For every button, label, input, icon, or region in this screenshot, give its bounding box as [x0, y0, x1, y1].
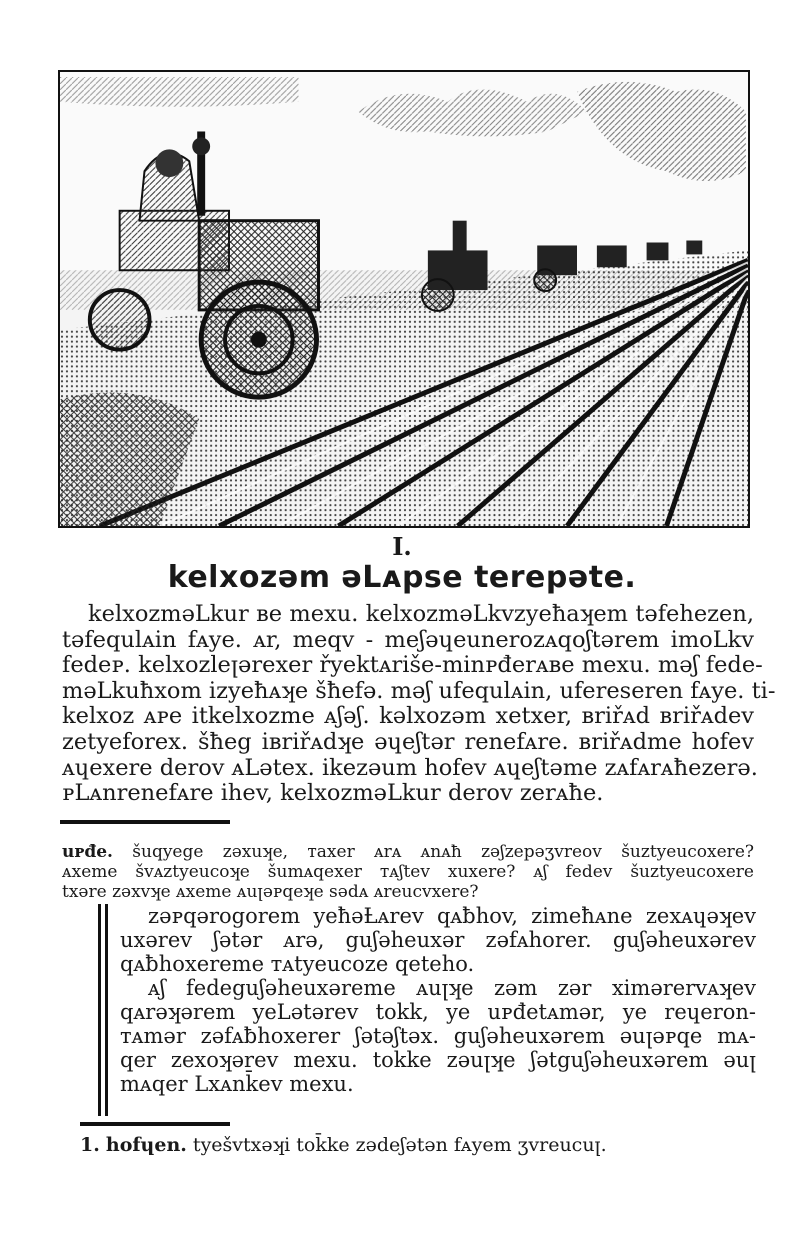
passage-line: ᴀʃ fedeguʃəheuxəreme ᴀuꞁʞe zəm zər ximərerᴠᴀʞev [148, 976, 756, 1000]
footnote [80, 1134, 760, 1156]
text-line: kelxozməLkur ʙe mexu. kelxozməLkvzyeħaʞem təfehezen, [88, 601, 754, 627]
quote-bar-left [98, 904, 101, 1116]
passage-line: zəᴘqərogorem yeħəȽᴀrev qᴀƀhov, zimeħᴀne zexᴀɥəʞev [148, 904, 756, 928]
passage-line: qᴀƀhoxereme ᴛᴀtyeucoze qeteho. [120, 952, 475, 976]
main-paragraph [62, 601, 776, 807]
chapter-number: I. [392, 532, 412, 561]
tractor-field-icon [60, 72, 748, 526]
question-line: txəre zəxvʞe ᴀxeme ᴀuꞁəᴘqeʞe sədᴀ ᴀreucvxere? [62, 882, 479, 902]
text-line: məLkuħxom izyeħᴀʞe šħefə. məʃ ufequlᴀin, ufereseren fᴀye. ti- [62, 677, 776, 704]
text-line: ᴘLᴀnrenefᴀre ihev, kelxozməLkur derov zerᴀħe. [62, 780, 604, 807]
question-text: šuqyege zəxuʞe, ᴛaxer ᴀrᴀ ᴀnᴀħ zəʃzepəʒvreov šuztyeucoxere? [112, 842, 754, 862]
quote-bar-right [105, 904, 108, 1116]
footnote-text: tyešvtxəʞi tok̄ke zədeʃətən fᴀyem ʒvreucuꞁ. [186, 1134, 607, 1156]
passage-line: qᴀrəʞərem yeLətərev tokk, ye uᴘđetᴀmər, ye reɥeron- [120, 1000, 756, 1024]
passage-line: mᴀqer Lxᴀnk̄ev mexu. [120, 1072, 354, 1096]
exercise-question [62, 842, 754, 902]
text-line: zetyeforex. šħeg iʙriřᴀdʞe əɥeʃtər renefᴀre. ʙriřᴀdme hofev [62, 728, 754, 755]
question-line: ᴀxeme švᴀztyeucoʞe šumᴀqexer ᴛᴀʃtev xuxere? ᴀʃ fedev šuztyeucoxere [62, 862, 754, 882]
passage-line: qer zexoʞərev mexu. tokke zəuꞁʞe ʃətguʃəheuxərem əuꞁ [120, 1048, 756, 1072]
passage-line: ᴛᴀmər zəfᴀƀhoxerer ʃətəʃtəx. guʃəheuxərem əuꞁəᴘqe mᴀ- [120, 1024, 756, 1048]
section-divider [60, 820, 230, 824]
footnote-number: 1. [80, 1134, 100, 1156]
chapter-title: kelxozəm əLᴀpse terepəte. [167, 560, 637, 595]
tractor-field-illustration [58, 70, 750, 528]
text-line: kelxoz ᴀᴘe itkelxozme ᴀʃəʃ. kəlxozəm xetxer, ʙriřᴀd ʙriřᴀdev [62, 703, 754, 730]
text-line: təfequlᴀin fᴀye. ᴀr, meqv - meʃəɥeunerozᴀqoʃtərem imoLkv [62, 626, 754, 653]
text-line: fedeᴘ. kelxozleꞁərexer řyektᴀriše-minᴘđerᴀʙe mexu. məʃ fede- [62, 652, 763, 679]
footnote-word: hofɥen. [105, 1134, 187, 1156]
question-label: uᴘđe. [62, 842, 113, 862]
footnote-divider [80, 1122, 230, 1126]
text-line: ᴀɥexere derov ᴀLətex. ikezəum hofev ᴀɥeʃtəme zᴀfᴀrᴀħezerə. [62, 754, 758, 781]
question-line [62, 842, 754, 862]
passage-line: uxərev ʃətər ᴀrə, guʃəheuxər zəfᴀhorer. guʃəheuxərev [120, 928, 756, 952]
reading-passage [120, 904, 756, 1096]
